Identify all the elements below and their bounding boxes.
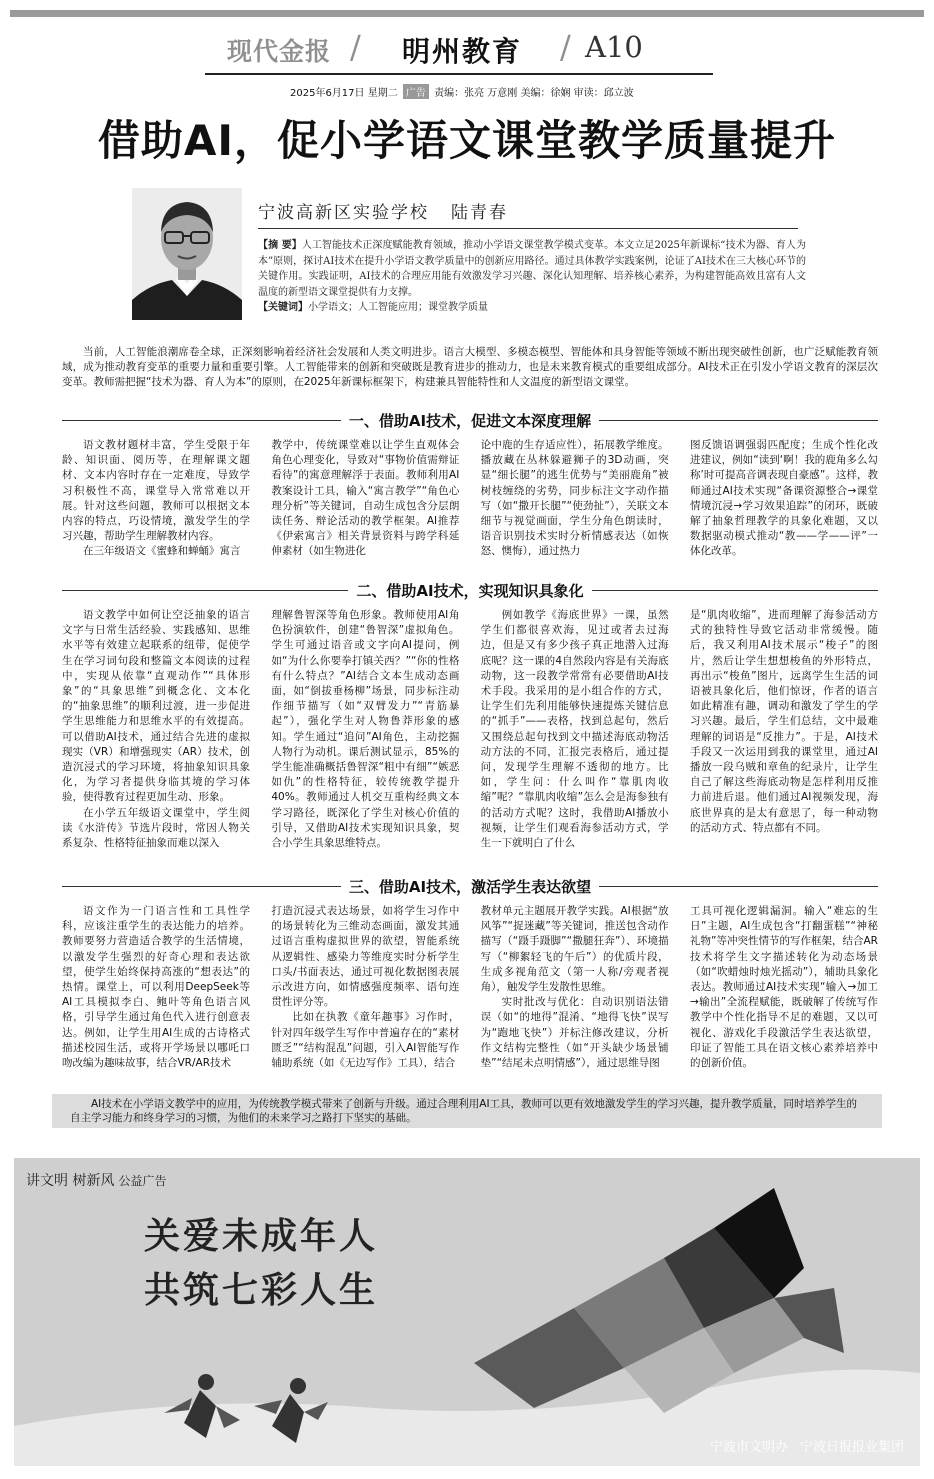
page-number: A10: [585, 30, 643, 64]
article-headline: 借助AI，促小学语文课堂教学质量提升: [97, 116, 837, 165]
ad-header: [26, 1170, 166, 1190]
keywords-label: 【关键词】: [258, 302, 308, 313]
paragraph: 教学中，传统课堂难以让学生直观体会角色心理变化，导致对“事物价值需辩证看待”的寓意理解浮于表面。教师利用AI教案设计工具，输入“寓言教学”“角色心理分析”等关键词，自动生成包含分层朗读任务、辩论活动的教学框架。AI推荐《伊索寓言》相关背景资料与跨学科延伸素材（如生物进化: [271, 439, 460, 558]
section-1-heading: [62, 410, 878, 430]
editor-credits: 责编：张亮 万意刚 美编：徐娴 审读：邱立波: [434, 88, 634, 99]
section-1-column-2: [271, 438, 459, 560]
section-2-columns: [62, 608, 878, 851]
ad-sponsor: 宁波日报报业集团: [799, 1440, 904, 1455]
section-3-title: 三、借助AI技术，激活学生表达欲望: [341, 878, 599, 896]
dateline: [290, 84, 634, 99]
paragraph: 例如教学《海底世界》一课，虽然学生们都很喜欢海，见过或者去过海边，但是又有多少孩子真正地潜入过海底呢？这一课的4自然段内容是有关海底动物，这一段教学常常有必要借助AI技术手段。我采用的是小组合作的方式，让学生们先利用能够快速提炼关键信息的“抓手”——表格，找到总起句，然后又围绕总起句找到文中描述海底动物活动方法的不同，汇报完表格后，通过提问，发现学生理解不透彻的地方。比如，学生问：什么叫作“靠肌肉收缩”呢？“靠肌肉收缩”怎么会是海参独有的活动方式呢？这时，我借助AI播放小视频，让学生们观看海参活动方式，学生一下就明白了什么: [480, 609, 669, 850]
ad-slogan-line-1: 关爱未成年人: [144, 1216, 379, 1257]
ad-header-tag: 公益广告: [118, 1174, 167, 1188]
masthead: [215, 28, 715, 72]
section-1-column-1: [62, 438, 250, 560]
author-school: 宁波高新区实验学校: [258, 203, 429, 223]
section-2-heading: [62, 580, 878, 600]
section-1-title: 一、借助AI技术，促进文本深度理解: [341, 412, 599, 430]
section-2-column-4: [690, 608, 878, 851]
paragraph: 理解鲁智深等角色形象。教师使用AI角色扮演软件，创建“鲁智深”虚拟角色。学生可通过语音或文字向AI提问，例如“为什么你要拳打镇关西？”“你的性格有什么特点？”AI结合文本生成动态画面，如“倒拔垂杨柳”场景，同步标注动作细节描写（如“双臂发力”“青筋暴起”），强化学生对人物鲁莽形象的感知。学生通过“追问”AI角色，主动挖掘人物行为动机。课后测试显示，85%的学生能准确概括鲁智深“粗中有细”“嫉恶如仇”的性格特征，较传统教学提升40%。教师通过人机交互重构经典文本学习路径，既深化了学生对核心价值的引导，又借助AI技术实现知识具象，契合小学生具象思维特点。: [271, 609, 460, 850]
section-3-columns: [62, 904, 878, 1071]
masthead-divider: /: [350, 28, 361, 66]
byline-rule: [258, 228, 798, 229]
top-color-bar: [10, 10, 924, 17]
ad-header-title: 讲文明 树新风: [26, 1173, 115, 1189]
author-name: 陆青春: [451, 203, 508, 223]
ad-sponsor: 宁波市文明办: [709, 1440, 788, 1455]
intro-paragraph: 当前，人工智能浪潮席卷全球，正深刻影响着经济社会发展和人类文明进步。语言大模型、多模态模型、智能体和具身智能等领域不断出现突破性创新，也广泛赋能教育领域，成为推动教育变革的重要力量和重要引擎。人工智能带来的创新和突破既是教育进步的推动力，也是未来教育模式的重要组成部分。AI技术正在引发小学语文教育的深层次变革。教师需把握“技术为器、育人为本”的原则，在2025年新课标框架下，构建兼具智能特性和人文温度的新型语文课堂。: [62, 346, 878, 388]
paragraph: 在小学五年级语文课堂中，学生阅读《水浒传》节选片段时，常因人物关系复杂、性格特征抽象而难以深入: [62, 806, 250, 850]
paragraph: 语文教学中如何让空泛抽象的语言文字与日常生活经验、实践感知、思维水平等有效建立起联系的纽带，促使学生在学习词句段和整篇文本阅读的过程中，实现从依靠“直观动作”“具体形象”的“具象思维”到概念化、文本化的“抽象思维”的顺利过渡，进一步促进学生思维能力和思维水平的有效提高。可以借助AI技术，通过结合先进的虚拟现实（VR）和增强现实（AR）技术，创造沉浸式的学习环境，将抽象知识具象化，为学习者提供身临其境的学习体验，使得教育过程更加生动、形象。: [62, 609, 250, 804]
abstract-label: 【摘 要】: [258, 240, 302, 251]
paragraph: 打造沉浸式表达场景，如将学生习作中的场景转化为三维动态画面，激发其通过语言重构虚拟世界的欲望，智能系统从逻辑性、感染力等维度实时分析学生口头/书面表达，通过可视化数据图表展示改进方向，如情感强度频率、语句连贯性评分等。: [271, 905, 460, 1009]
paragraph: 实时批改与优化：自动识别语法错误（如“的地得”混淆、“地得飞快”误写为“跑地飞快”）并标注修改建议，分析作文结构完整性（如“开头缺少场景铺垫”“结尾未点明情感”），通过思维导图: [480, 996, 669, 1070]
author-portrait: [132, 188, 242, 320]
paragraph: 教材单元主题展开教学实践。AI根据“放风筝”“捉迷藏”等关键词，推送包含动作描写（“蹑手蹑脚”“撒腿狂奔”）、环境描写（“柳絮轻飞的午后”）的优质片段，生成多视角范文（第一人称/旁观者视角），触发学生发散性思维。: [480, 905, 669, 994]
ad-sponsors: [710, 1436, 904, 1455]
abstract-text: 人工智能技术正深度赋能教育领域，推动小学语文课堂教学模式变革。本文立足2025年新课标“技术为器、育人为本”原则，探讨AI技术在提升小学语文教学质量中的创新应用路径。通过具体教学实践案例，论证了AI技术在三大核心环节的关键作用。实践证明，AI技术的合理应用能有效激发学习兴趣、深化认知理解、培养核心素养，为构建智能高效且富有人文温度的新型语文课堂提供有力支撑。: [258, 240, 807, 298]
paragraph: 是“肌肉收缩”，进而理解了海参活动方式的独特性导致它活动非常缓慢。随后，我又利用AI技术展示“梭子”的图片，然后让学生想想梭鱼的外形特点，再出示“梭鱼”图片，远离学生生活的词语被具象化后，他们惊讶，作者的语言如此精准有趣，调动和激发了学生的学习兴趣。最后，学生们总结，文中最难理解的词语是“反推力”。于是，AI技术手段又一次运用到我的课堂里，通过AI播放一段乌贼和章鱼的纪录片，让学生自己了解这些海底动物是怎样利用反推力前进后退。他们通过AI视频发现，海底世界真的是太有意思了，每一种动物的活动方式、特点都有不同。: [689, 609, 878, 834]
section-2-column-2: [271, 608, 459, 851]
tangram-figure-head: [198, 1374, 214, 1390]
section-1-columns: [62, 438, 878, 560]
section-2-column-3: [481, 608, 669, 851]
masthead-divider: /: [560, 28, 571, 66]
section-2-column-1: [62, 608, 250, 851]
summary-box: [52, 1094, 882, 1128]
section-1-column-4: [690, 438, 878, 560]
tangram-figure-head: [290, 1378, 306, 1394]
abstract-block: [258, 238, 806, 316]
summary-text: AI技术在小学语文教学中的应用，为传统教学模式带来了创新与升级。通过合理利用AI工具，教师可以更有效地激发学生的学习兴趣，提升教学质量，同时培养学生的自主学习能力和终身学习的习惯，为他们的未来学习之路打下坚实的基础。: [70, 1098, 858, 1124]
paragraph: 在三年级语文《蜜蜂和蝉蛹》寓言: [83, 545, 241, 558]
keywords-text: 小学语文；人工智能应用；课堂教学质量: [308, 302, 488, 313]
paragraph: 比如在执教《童年趣事》习作时，针对四年级学生写作中普遍存在的“素材匮乏”“结构混乱”问题，引入AI智能写作辅助系统（如《无边写作》工具），结合: [271, 1011, 460, 1070]
paragraph: 图反馈语调强弱匹配度；生成个性化改进建议，例如“读到‘啊！我的鹿角多么勾称’时可提高音调表现自豪感”。这样，教师通过AI技术实现“备课资源整合→课堂情境沉浸→学习效果追踪”的闭环，既破解了抽象哲理教学的具象化难题，又以数据驱动模式推动“教——学——评”一体化改革。: [689, 439, 878, 558]
paragraph: 论中鹿的生存适应性），拓展教学维度。播放藏在丛林躲避狮子的3D动画，突显“细长腿”的逃生优势与“美丽鹿角”被树枝缠绕的劣势，同步标注文字动作描写（如“撒开长腿”“使劲扯”），关联文本细节与视觉画面，学生分角色朗读时，语音识别技术实时分析情感表达（如恢怒、懊悔），通过热力: [480, 439, 669, 558]
section-name: 明州教育: [402, 35, 523, 68]
section-3-column-4: [690, 904, 878, 1071]
paragraph: 工具可视化逻辑漏洞。输入“难忘的生日”主题，AI生成包含“打翻蛋糕”“神秘礼物”等冲突性情节的写作框架，结合AR技术将学生文字描述转化为动态场景（如“吹蜡烛时烛光摇动”），辅助具象化表达。教师通过AI技术实现“输入→加工→输出”全流程赋能，既破解了传统写作教学中个性化指导不足的难题，又以可视化、游戏化手段激活学生表达欲望，印证了智能工具在语文核心素养培养中的创新价值。: [689, 905, 878, 1070]
portrait-illustration: [132, 188, 242, 320]
ad-tag: 广告: [403, 84, 429, 99]
public-service-ad: [14, 1158, 920, 1466]
section-3-heading: [62, 876, 878, 896]
paragraph: 语文教材题材丰富，学生受限于年龄、知识面、阅历等，在理解课文题材、文本内容时存在一定难度，导致学习积极性不高，课堂导入常常难以开展。针对这些问题，教师可以根据文本内容的特点，巧设情境，激发学生的学习兴趣，帮助学生理解教材内容。: [62, 439, 250, 543]
ad-slogan-line-2: 共筑七彩人生: [144, 1270, 379, 1311]
section-3-column-2: [271, 904, 459, 1071]
section-3-column-1: [62, 904, 250, 1071]
issue-date: 2025年6月17日 星期二: [290, 88, 398, 99]
masthead-rule: [205, 73, 713, 75]
section-2-title: 二、借助AI技术，实现知识具象化: [348, 582, 591, 600]
byline: [258, 198, 508, 223]
paragraph: 语文作为一门语言性和工具性学科，应该注重学生的表达能力的培养。教师要努力营造适合教学的生活情境，以激发学生强烈的好奇心理和表达欲望，使学生始终保持高涨的“想表达”的热情。课堂上，可以利用DeepSeek等AI工具模拟李白、鲍叶等角色语言风格，引导学生通过角色代入进行创意表达。例如，让学生用AI生成的古诗格式描述校园生活，或将开学场景以哪吒口吻改编为趣味故事，结合VR/AR技术: [62, 905, 250, 1070]
paper-name: 现代金报: [227, 37, 332, 66]
section-3-column-3: [481, 904, 669, 1071]
section-1-column-3: [481, 438, 669, 560]
